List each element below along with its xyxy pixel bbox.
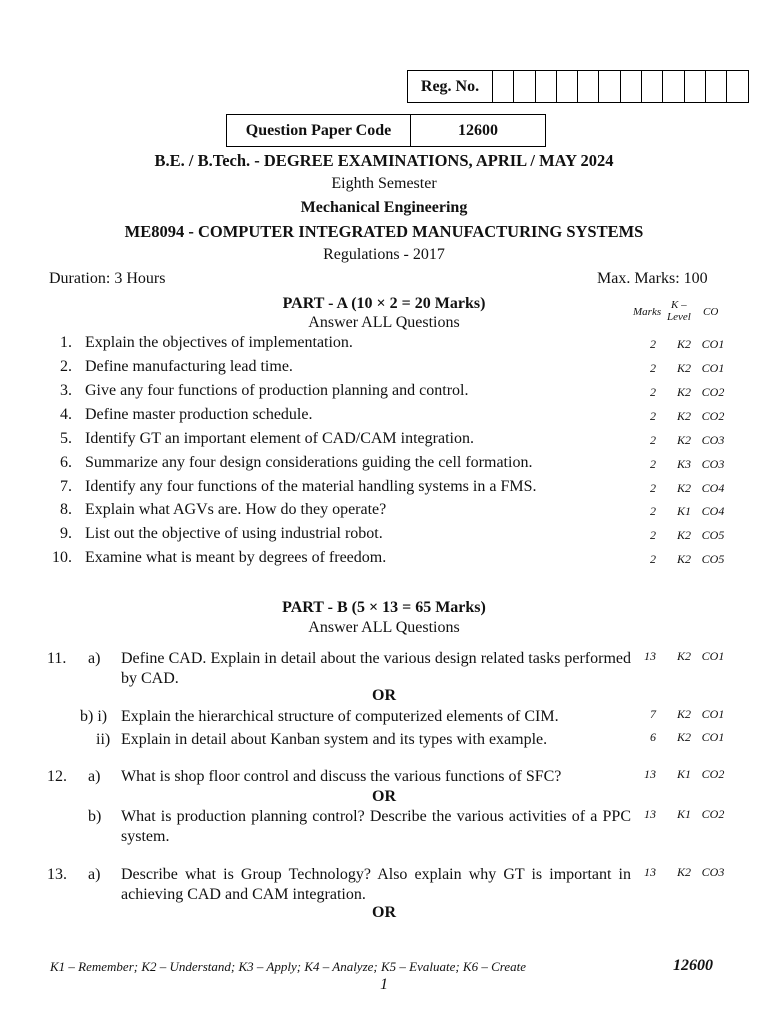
question-number: 7.: [60, 478, 72, 495]
part-a-question: [0, 406, 768, 428]
question-k-level: K1: [676, 504, 691, 518]
regulations: Regulations - 2017: [323, 246, 445, 263]
question-co: CO4: [701, 481, 725, 495]
question-k-level: K2: [676, 337, 691, 351]
question-text: Explain the objectives of implementation.: [85, 334, 353, 351]
question-co: CO5: [701, 552, 725, 566]
question-number: 13.: [47, 866, 67, 883]
question-number: 8.: [60, 501, 72, 518]
question-text: Give any four functions of production planning and control.: [85, 382, 469, 399]
question-text: Define manufacturing lead time.: [85, 358, 293, 375]
exam-title: B.E. / B.Tech. - DEGREE EXAMINATIONS, APRIL / MAY 2024: [154, 151, 614, 170]
part-a-question: [0, 454, 768, 476]
qp-code-value: 12600: [458, 121, 498, 139]
question-co: CO2: [701, 385, 725, 399]
question-text: Define master production schedule.: [85, 406, 313, 423]
question-text: Define CAD. Explain in detail about the various design related tasks performed by CAD.: [121, 650, 631, 687]
qp-code-label: Question Paper Code: [227, 115, 411, 146]
question-number: 5.: [60, 430, 72, 447]
question-k-level: K2: [676, 865, 691, 879]
department: Mechanical Engineering: [300, 199, 468, 216]
subject-title: ME8094 - COMPUTER INTEGRATED MANUFACTURING SYSTEMS: [124, 222, 644, 241]
sub-label: a): [88, 768, 101, 785]
question-marks: 2: [650, 457, 656, 471]
or-separator: OR: [372, 788, 396, 805]
question-co: CO1: [701, 730, 725, 744]
question-k-level: K2: [676, 385, 691, 399]
question-marks: 13: [644, 807, 656, 821]
part-a-question: [0, 549, 768, 571]
part-a-question: [0, 382, 768, 404]
question-k-level: K1: [676, 767, 691, 781]
question-marks: 2: [650, 552, 656, 566]
col-k-header-top: K –: [671, 299, 687, 311]
reg-no-cell: [685, 71, 706, 102]
reg-no-cell: [557, 71, 578, 102]
question-co: CO1: [701, 707, 725, 721]
semester: Eighth Semester: [331, 175, 437, 192]
question-k-level: K2: [676, 552, 691, 566]
question-marks: 13: [644, 767, 656, 781]
question-text: Summarize any four design considerations guiding the cell formation.: [85, 454, 533, 471]
reg-no-cell: [727, 71, 747, 102]
question-number: 12.: [47, 768, 67, 785]
question-co: CO1: [701, 649, 725, 663]
question-marks: 2: [650, 481, 656, 495]
question-co: CO2: [701, 409, 725, 423]
part-b-instruction: Answer ALL Questions: [308, 619, 460, 636]
question-marks: 13: [644, 865, 656, 879]
reg-no-box: [407, 70, 749, 103]
question-number: 11.: [47, 650, 67, 667]
question-marks: 2: [650, 361, 656, 375]
max-marks: Max. Marks: 100: [597, 270, 708, 287]
question-number: 10.: [52, 549, 72, 566]
question-paper-code-box: [226, 114, 546, 147]
question-k-level: K2: [676, 361, 691, 375]
question-k-level: K3: [676, 457, 691, 471]
question-text: What is production planning control? Describe the various activities of a PPC system.: [121, 808, 631, 845]
sub-label: ii): [96, 731, 111, 748]
question-co: CO3: [701, 433, 725, 447]
sub-label: a): [88, 866, 101, 883]
k-level-legend: K1 – Remember; K2 – Understand; K3 – Apply; K4 – Analyze; K5 – Evaluate; K6 – Create: [50, 959, 527, 974]
question-co: CO4: [701, 504, 725, 518]
question-marks: 2: [650, 504, 656, 518]
part-a-question: [0, 525, 768, 547]
question-co: CO3: [701, 457, 725, 471]
sub-label: a): [88, 650, 101, 667]
question-co: CO1: [701, 337, 725, 351]
part-a-question: [0, 501, 768, 523]
question-k-level: K2: [676, 528, 691, 542]
question-text: Explain what AGVs are. How do they operate?: [85, 501, 387, 518]
reg-no-cell: [536, 71, 557, 102]
col-k-header-bottom: Level: [667, 311, 691, 323]
question-marks: 2: [650, 528, 656, 542]
question-k-level: K2: [676, 707, 691, 721]
sub-label: b): [88, 808, 102, 825]
question-number: 6.: [60, 454, 72, 471]
question-text: Identify GT an important element of CAD/CAM integration.: [85, 430, 474, 447]
question-co: CO3: [701, 865, 725, 879]
reg-no-label: Reg. No.: [408, 71, 493, 102]
question-text: Examine what is meant by degrees of freedom.: [85, 549, 387, 566]
reg-no-cell: [621, 71, 642, 102]
question-co: CO5: [701, 528, 725, 542]
question-k-level: K1: [676, 807, 691, 821]
question-text: Describe what is Group Technology? Also explain why GT is important in achieving CAD and CAM integration.: [121, 866, 631, 903]
question-marks: 6: [650, 730, 656, 744]
part-a-question: [0, 430, 768, 452]
reg-no-cell: [706, 71, 727, 102]
part-a-question: [0, 358, 768, 380]
question-marks: 2: [650, 409, 656, 423]
question-co: CO1: [701, 361, 725, 375]
question-k-level: K2: [676, 481, 691, 495]
col-co-header: CO: [703, 306, 719, 318]
part-a-title: PART - A (10 × 2 = 20 Marks): [282, 295, 486, 312]
question-k-level: K2: [676, 409, 691, 423]
part-b-title: PART - B (5 × 13 = 65 Marks): [282, 599, 486, 616]
question-text: What is shop floor control and discuss the various functions of SFC?: [121, 768, 562, 785]
col-marks-header: Marks: [633, 306, 662, 318]
question-k-level: K2: [676, 730, 691, 744]
reg-no-cell: [578, 71, 599, 102]
reg-no-cell: [514, 71, 535, 102]
question-number: 3.: [60, 382, 72, 399]
duration: Duration: 3 Hours: [49, 270, 166, 287]
question-text: Explain the hierarchical structure of computerized elements of CIM.: [121, 708, 559, 725]
question-marks: 2: [650, 385, 656, 399]
question-marks: 2: [650, 337, 656, 351]
question-co: CO2: [701, 767, 725, 781]
question-marks: 7: [650, 707, 656, 721]
part-a-question: [0, 334, 768, 356]
reg-no-cell: [663, 71, 684, 102]
question-marks: 2: [650, 433, 656, 447]
sub-label: b) i): [80, 708, 108, 725]
part-a-instruction: Answer ALL Questions: [308, 314, 460, 331]
question-co: CO2: [701, 807, 725, 821]
or-separator: OR: [372, 687, 396, 704]
question-number: 1.: [60, 334, 72, 351]
question-number: 2.: [60, 358, 72, 375]
reg-no-cell: [599, 71, 620, 102]
footer-paper-code: 12600: [673, 957, 713, 974]
or-separator: OR: [372, 904, 396, 921]
page-number: 1: [380, 976, 388, 993]
question-number: 4.: [60, 406, 72, 423]
question-marks: 13: [644, 649, 656, 663]
question-text: Identify any four functions of the material handling systems in a FMS.: [85, 478, 537, 495]
reg-no-cell: [493, 71, 514, 102]
question-k-level: K2: [676, 649, 691, 663]
question-number: 9.: [60, 525, 72, 542]
reg-no-cell: [642, 71, 663, 102]
part-a-question: [0, 478, 768, 500]
question-text: List out the objective of using industrial robot.: [85, 525, 383, 542]
question-text: Explain in detail about Kanban system and its types with example.: [121, 731, 548, 748]
question-k-level: K2: [676, 433, 691, 447]
